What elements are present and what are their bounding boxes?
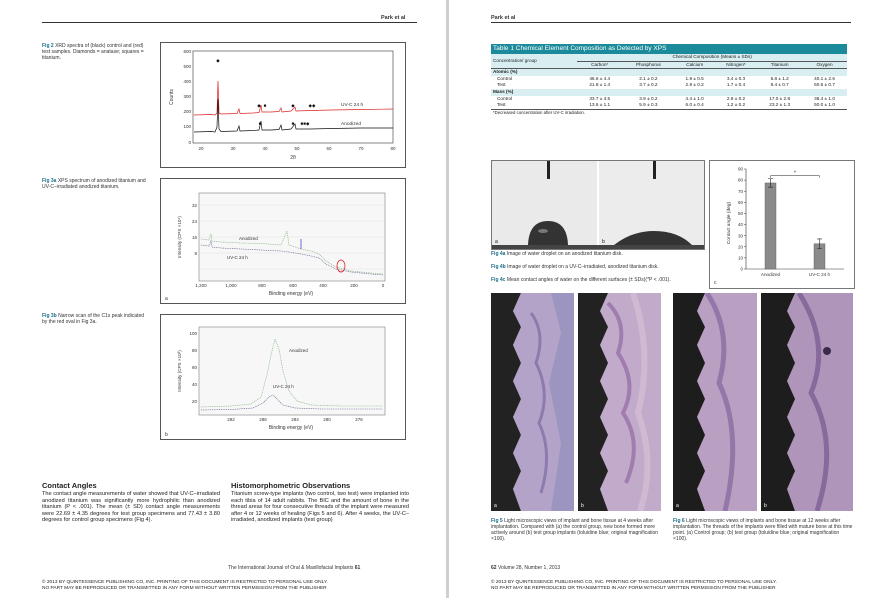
label-anodized: Anodized	[289, 348, 308, 353]
fig6b-photo	[761, 293, 853, 511]
fig3a-xps-chart	[160, 178, 406, 304]
x-tick: 40	[262, 146, 268, 151]
left-page	[0, 0, 446, 598]
y-tick-label: 70	[737, 188, 743, 194]
y-tick-label: 30	[737, 233, 743, 239]
bar	[765, 183, 776, 269]
section-histo-title: Histomorphometric Observations	[231, 481, 351, 490]
col-header: Calcium	[686, 61, 704, 67]
x-tick: 20	[198, 146, 204, 151]
anatase-marker: ◆	[257, 103, 261, 108]
fig4c-bar-chart	[709, 160, 855, 289]
fig4c-caption: Fig 4c Mean contact angles of water on the different surfaces (± SDs)(*P < .001).	[491, 277, 671, 283]
y-tick-label: 50	[737, 211, 743, 217]
y-tick: 300	[183, 94, 191, 99]
x-axis-title: 2θ	[290, 155, 296, 161]
y-axis-title: Intensity (CPS ×10⁴)	[177, 216, 182, 258]
y-axis-title: Intensity (CPS ×10³)	[177, 350, 182, 392]
table-footnote: *Decreased concentration after UV-C irradiation.	[493, 109, 585, 115]
y-tick: 8	[194, 251, 197, 256]
y-tick: 40	[191, 382, 197, 387]
legend-uv: UV-C 24 h	[341, 103, 364, 108]
y-tick: 200	[183, 109, 191, 114]
x-tick: 288	[259, 417, 267, 422]
x-axis-title: Binding energy (eV)	[268, 425, 314, 431]
x-tick: 292	[227, 417, 235, 422]
section-row: Atomic (%)	[491, 69, 847, 76]
x-axis-title: Binding energy (eV)	[268, 291, 314, 297]
y-tick: 16	[191, 235, 197, 240]
y-tick: 0	[188, 140, 191, 145]
table-row: Control 33.7 ± 4.5 3.9 ± 0.2 4.4 ± 1.0 2.9 ± 0.2 17.0 ± 2.8 38.4 ± 1.0	[497, 95, 835, 101]
panel-label: a	[494, 503, 497, 509]
y-tick: 100	[189, 331, 197, 336]
y-tick: 20	[191, 399, 197, 404]
xps-table	[491, 44, 847, 116]
significance-star: *	[794, 170, 796, 177]
anatase-marker: ◆◆	[308, 103, 316, 108]
xrd-red-series	[194, 81, 393, 115]
table-row: Test 13.6 ± 1.1 5.9 ± 0.3 6.0 ± 0.4 1.2 ± 0.2 23.2 ± 1.3 50.0 ± 1.0	[491, 102, 847, 109]
x-tick: 280	[323, 417, 331, 422]
fig5a-photo	[491, 293, 574, 511]
label-uv: UV-C 24 h	[227, 255, 248, 260]
fig4b-caption: Fig 4b Image of water droplet on a UV-C–irradiated, anodized titanium disk.	[491, 264, 659, 270]
panel-label: a	[676, 503, 679, 509]
section-row: Mass (%)	[491, 89, 847, 96]
col-header: Carbon*	[591, 61, 609, 67]
x-tick: 60	[326, 146, 332, 151]
fig3a-caption: Fig 3a XPS spectrum of anodized titanium and UV-C–irradiated anodized titanium.	[42, 178, 146, 190]
y-axis-title: Counts	[169, 89, 175, 105]
panel-label: a	[165, 296, 168, 302]
y-tick-label: 20	[737, 244, 743, 250]
label-uv: UV-C 24 h	[273, 384, 294, 389]
header-rule	[42, 22, 417, 23]
running-header: Park et al	[381, 15, 406, 21]
x-tick: 800	[258, 283, 266, 288]
col-group-header: Concentration/ group	[491, 54, 577, 69]
label-anodized: Anodized	[239, 236, 258, 241]
titanium-marker: ■	[263, 103, 267, 108]
fig5-caption: Fig 5 Light microscopic views of implant and bone tissue at 4 weeks after implantation. Compared with (a) the control group, new bone formed more actively around (b) test group implants (toluidine blue; original magnification ×100).	[491, 518, 659, 542]
y-tick: 60	[191, 365, 197, 370]
y-tick: 500	[183, 64, 191, 69]
x-tick: 276	[355, 417, 363, 422]
y-axis-title: Contact angle (deg)	[727, 201, 732, 245]
panel-label: b	[602, 239, 605, 245]
fig5b-photo	[578, 293, 661, 511]
x-tick: 1,200	[195, 283, 207, 288]
col-span-header: Chemical Composition (Means ± SDs)	[577, 54, 847, 61]
y-tick: 400	[183, 79, 191, 84]
running-header: Park et al	[491, 15, 516, 21]
table-row: Test 21.8 ± 1.4 3.7 ± 0.2 2.9 ± 0.2 1.7 ± 0.4 9.4 ± 0.7 60.5 ± 0.7	[497, 82, 835, 88]
anatase-marker: ◆	[216, 58, 220, 63]
fig4a-caption: Fig 4a Image of water droplet on an anodized titanium disk.	[491, 251, 623, 257]
y-tick: 32	[191, 203, 197, 208]
y-tick-label: 60	[737, 199, 743, 205]
col-header: Nitrogen*	[726, 61, 746, 67]
anatase-marker: ◆	[291, 103, 295, 108]
y-tick: 80	[191, 348, 197, 353]
titanium-marker: ■■◆	[300, 121, 310, 126]
copyright: © 2013 BY QUINTESSENCE PUBLISHING CO, INC. PRINTING OF THIS DOCUMENT IS RESTRICTED TO PERSONAL USE ONLY. NO PART MAY BE REPRODUCED OR TRANSMITTED IN ANY FORM WITHOUT WRITTEN PERMISSION FROM THE PUBLISHER	[42, 580, 328, 591]
fig6-caption: Fig 6 Light microscopic views of implants and bone tissue at 12 weeks after implantation. The threads of the implants were filled with mature bone at this time point. (a) Control group; (b) test group (toluidine blue; original magnification ×100).	[673, 518, 853, 542]
x-tick-label: Anodized	[760, 272, 781, 277]
section-contact-angles-title: Contact Angles	[42, 481, 97, 490]
panel-label: b	[581, 503, 584, 509]
x-tick: 0	[381, 283, 385, 288]
col-header: Titanium	[770, 61, 789, 67]
fig4-droplets	[491, 160, 705, 250]
titanium-marker: ■	[258, 121, 262, 126]
panel-label: c	[714, 280, 717, 286]
panel-label: a	[495, 239, 498, 245]
fig6a-photo	[673, 293, 757, 511]
fig3b-xps-chart	[160, 314, 406, 440]
legend-anodized: Anodized	[341, 122, 362, 127]
fig2-caption: Fig 2 XRD spectra of (black) control and (red) test samples. Diamonds = anatase; squares = titanium.	[42, 43, 144, 61]
panel-label: b	[165, 432, 168, 438]
y-tick-label: 10	[737, 255, 743, 261]
x-tick-label: UV-C 24 h	[808, 272, 831, 277]
y-tick-label: 90	[737, 166, 743, 172]
x-tick: 70	[358, 146, 364, 151]
contact-angles-text: The contact angle measurements of water showed that UV-C–irradiated anodized titanium was significantly more hydrophilic than anodized titanium (P < .001). The mean (± SD) contact angle measurements were 22.69 ± 4.35 degrees for test group specimens and 77.43 ± 3.80 degrees for control group specimens (Fig 4).	[42, 491, 220, 524]
x-tick: 600	[289, 283, 297, 288]
x-tick: 30	[230, 146, 236, 151]
right-page	[449, 0, 895, 598]
panel-label: b	[764, 503, 767, 509]
journal-footer: The International Journal of Oral & Maxillofacial Implants 61	[228, 565, 361, 571]
table-row: Control 46.6 ± 4.4 2.1 ± 0.2 1.9 ± 0.5 3.4 ± 0.3 5.8 ± 1.2 40.1 ± 2.6	[497, 75, 835, 81]
table-title: Table 1 Chemical Element Composition as Detected by XPS	[491, 44, 847, 54]
fig2-xrd-chart	[160, 42, 406, 168]
x-tick: 1,000	[225, 283, 237, 288]
journal-footer: 62 Volume 28, Number 1, 2013	[491, 565, 561, 571]
x-tick: 200	[350, 283, 358, 288]
x-tick: 284	[291, 417, 299, 422]
y-tick-label: 40	[737, 222, 743, 228]
header-rule	[491, 22, 851, 23]
y-tick: 100	[183, 124, 191, 129]
y-tick-label: 80	[737, 177, 743, 183]
x-tick: 50	[294, 146, 300, 151]
col-header: Phosphorus	[635, 61, 661, 67]
y-tick: 600	[183, 49, 191, 54]
y-tick-label: 0	[740, 266, 743, 272]
histo-text: Titanium screw-type implants (two control, two test) were implanted into each tibia of 14 adult rabbits. The BIC and the amount of bone in the thread areas for four consecutive threads of the implant were measured after 4 or 12 weeks of healing (Figs 5 and 6). After 4 weeks, the UV-C–irradiated, anodized implants (test group)	[231, 491, 409, 524]
fig3b-caption: Fig 3b Narrow scan of the C1s peak indicated by the red oval in Fig 3a.	[42, 313, 145, 325]
col-header: Oxygen	[816, 61, 833, 67]
titanium-marker: ■	[291, 121, 295, 126]
x-tick: 400	[319, 283, 327, 288]
y-tick: 24	[191, 219, 197, 224]
x-tick: 80	[390, 146, 396, 151]
copyright: © 2013 BY QUINTESSENCE PUBLISHING CO, INC. PRINTING OF THIS DOCUMENT IS RESTRICTED TO PERSONAL USE ONLY. NO PART MAY BE REPRODUCED OR TRANSMITTED IN ANY FORM WITHOUT WRITTEN PERMISSION FROM THE PUBLISHER	[491, 580, 777, 591]
